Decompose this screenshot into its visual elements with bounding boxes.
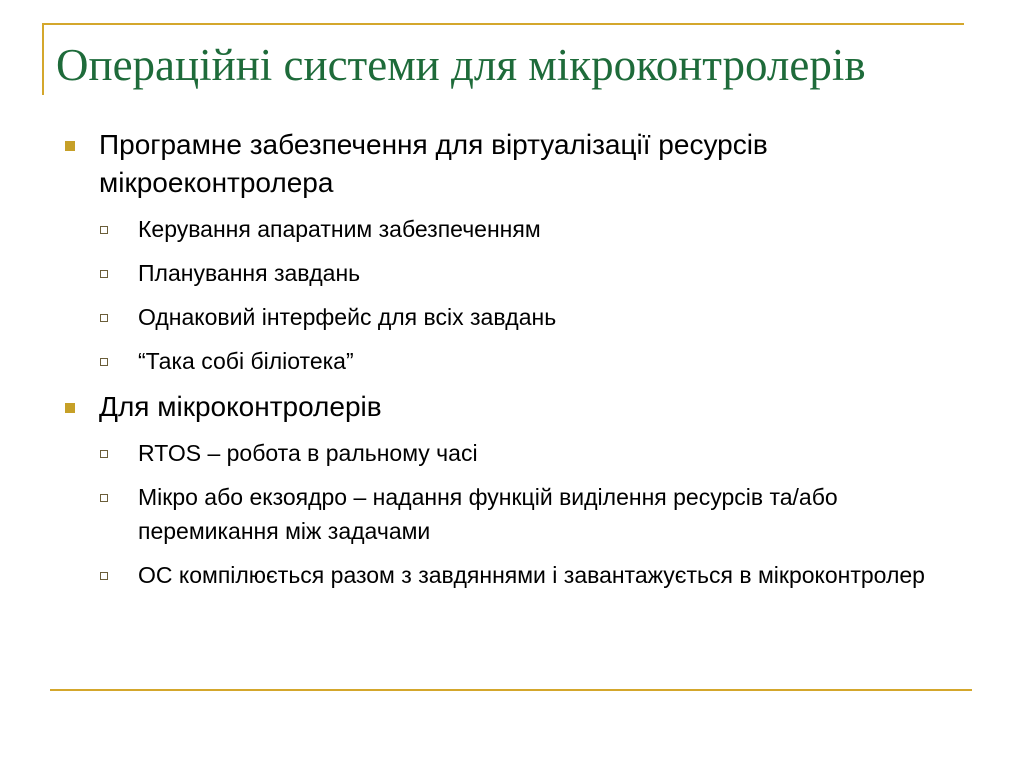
sub-bullet-item bbox=[0, 300, 968, 334]
sub-bullet-text: Мікро або екзоядро – надання функцій виділення ресурсів та/або перемикання між задачами bbox=[138, 484, 838, 544]
slide-body bbox=[0, 126, 1024, 602]
sub-bullet-text: “Така собі біліотека” bbox=[138, 348, 354, 374]
footer-rule bbox=[50, 689, 972, 691]
sub-bullet-text: RTOS – робота в ральному часі bbox=[138, 440, 478, 466]
hollow-square-bullet-icon bbox=[100, 314, 108, 322]
square-bullet-icon bbox=[65, 141, 75, 151]
bullet-item-virtualization bbox=[0, 126, 919, 202]
hollow-square-bullet-icon bbox=[100, 226, 108, 234]
hollow-square-bullet-icon bbox=[100, 450, 108, 458]
bullet-text: Для мікроконтролерів bbox=[99, 391, 382, 422]
sub-bullet-item bbox=[0, 480, 968, 548]
sub-bullet-text: Планування завдань bbox=[138, 260, 361, 286]
sub-bullet-item bbox=[0, 256, 968, 290]
title-frame-top-rule bbox=[42, 23, 964, 25]
hollow-square-bullet-icon bbox=[100, 270, 108, 278]
sub-bullet-text: ОС компілюється разом з завдяннями і завантажується в мікроконтролер bbox=[138, 562, 925, 588]
sub-bullet-item bbox=[0, 558, 968, 592]
hollow-square-bullet-icon bbox=[100, 572, 108, 580]
hollow-square-bullet-icon bbox=[100, 494, 108, 502]
square-bullet-icon bbox=[65, 403, 75, 413]
slide-title: Операційні системи для мікроконтролерів bbox=[56, 40, 866, 90]
sub-bullet-text: Керування апаратним забезпеченням bbox=[138, 216, 541, 242]
bullet-text: Програмне забезпечення для віртуалізації ресурсів мікроеконтролера bbox=[99, 129, 768, 198]
hollow-square-bullet-icon bbox=[100, 358, 108, 366]
sub-bullet-item bbox=[0, 436, 968, 470]
sub-bullet-item bbox=[0, 212, 968, 246]
bullet-item-microcontrollers bbox=[0, 388, 919, 426]
sub-bullet-text: Однаковий інтерфейс для всіх завдань bbox=[138, 304, 557, 330]
title-frame-left-rule bbox=[42, 23, 44, 95]
sub-bullet-item bbox=[0, 344, 968, 378]
